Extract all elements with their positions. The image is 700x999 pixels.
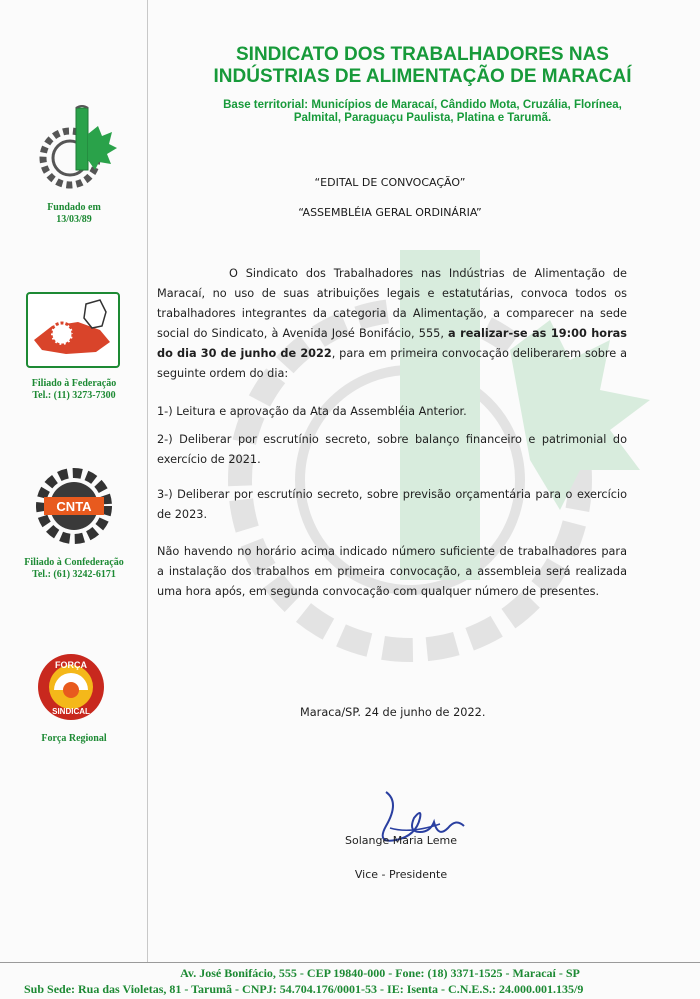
forca-logo-top-text: FORÇA [55, 660, 87, 670]
signatory-name: Solange Maria Leme [345, 834, 457, 847]
union-title-line2: INDÚSTRIAS DE ALIMENTAÇÃO DE MARACAÍ [213, 66, 632, 87]
federation-logo [26, 292, 120, 368]
forca-logo-bottom-text: SINDICAL [52, 707, 90, 716]
closing-paragraph: Não havendo no horário acima indicado número suficiente de trabalhadores para a instalação dos trabalhos em primeira convocação, a assembleia será realizada uma hora após, em segunda convocação com qualquer número de presentes. [157, 545, 627, 598]
para1-text: O Sindicato dos Trabalhadores nas Indústrias de Alimentação de Maracaí, no uso de suas atribuições legais e estatutárias, convoca todos os trabalhadores integrantes da categoria da Alimentação, a comparecer na sede social do Sindicato, à Avenida José Bonifácio, 555, [157, 267, 627, 340]
founded-date: 13/03/89 [56, 214, 92, 225]
forca-sindical-logo [36, 652, 106, 722]
union-gear-logo [36, 104, 120, 196]
agenda-item-1: 1-) Leitura e aprovação da Ata da Assembléia Anterior. [157, 405, 467, 418]
confederation-phone: Tel.: (61) 3242-6171 [32, 569, 116, 580]
agenda-item-3: 3-) Deliberar por escrutínio secreto, sobre previsão orçamentária para o exercício de 2023. [157, 488, 627, 521]
founded-label: Fundado em [47, 202, 101, 213]
para1-text-end: , para em primeira convocação deliberarem sobre a seguinte ordem do dia: [157, 347, 627, 380]
signatory-role: Vice - Presidente [354, 868, 448, 881]
document-subheading: “ASSEMBLÉIA GERAL ORDINÁRIA” [298, 206, 482, 219]
territorial-base-line1: Base territorial: Municípios de Maracaí, Cândido Mota, Cruzália, Florínea, [223, 99, 622, 111]
cnta-logo-text: CNTA [56, 499, 92, 514]
footer-divider [0, 962, 700, 963]
cnta-logo [34, 466, 114, 546]
agenda-item-2: 2-) Deliberar por escrutínio secreto, sobre balanço financeiro e patrimonial do exercício de 2021. [157, 433, 627, 466]
forca-regional-label: Força Regional [41, 733, 107, 744]
meeting-datetime: a realizar-se as 19:00 horas do dia 30 de junho de 2022 [157, 327, 627, 360]
date-place: Maraca/SP. 24 de junho de 2022. [300, 706, 486, 719]
footer-subheadquarters: Sub Sede: Rua das Violetas, 81 - Tarumã - CNPJ: 54.704.176/0001-53 - IE: Isenta - C.N.E.S.: 24.000.001.135/9 [24, 982, 584, 996]
sidebar-divider [147, 0, 148, 962]
confederation-label: Filiado à Confederação [24, 557, 124, 568]
federation-phone: Tel.: (11) 3273-7300 [32, 390, 116, 401]
territorial-base-line2: Palmital, Paraguaçu Paulista, Platina e Tarumã. [293, 112, 552, 124]
footer-address: Av. José Bonifácio, 555 - CEP 19840-000 - Fone: (18) 3371-1525 - Maracaí - SP [180, 966, 580, 980]
convocation-paragraph [157, 264, 627, 384]
document-heading: “EDITAL DE CONVOCAÇÃO” [314, 176, 466, 189]
union-title-line1: SINDICATO DOS TRABALHADORES NAS [236, 44, 609, 65]
federation-label: Filiado à Federação [31, 378, 117, 389]
